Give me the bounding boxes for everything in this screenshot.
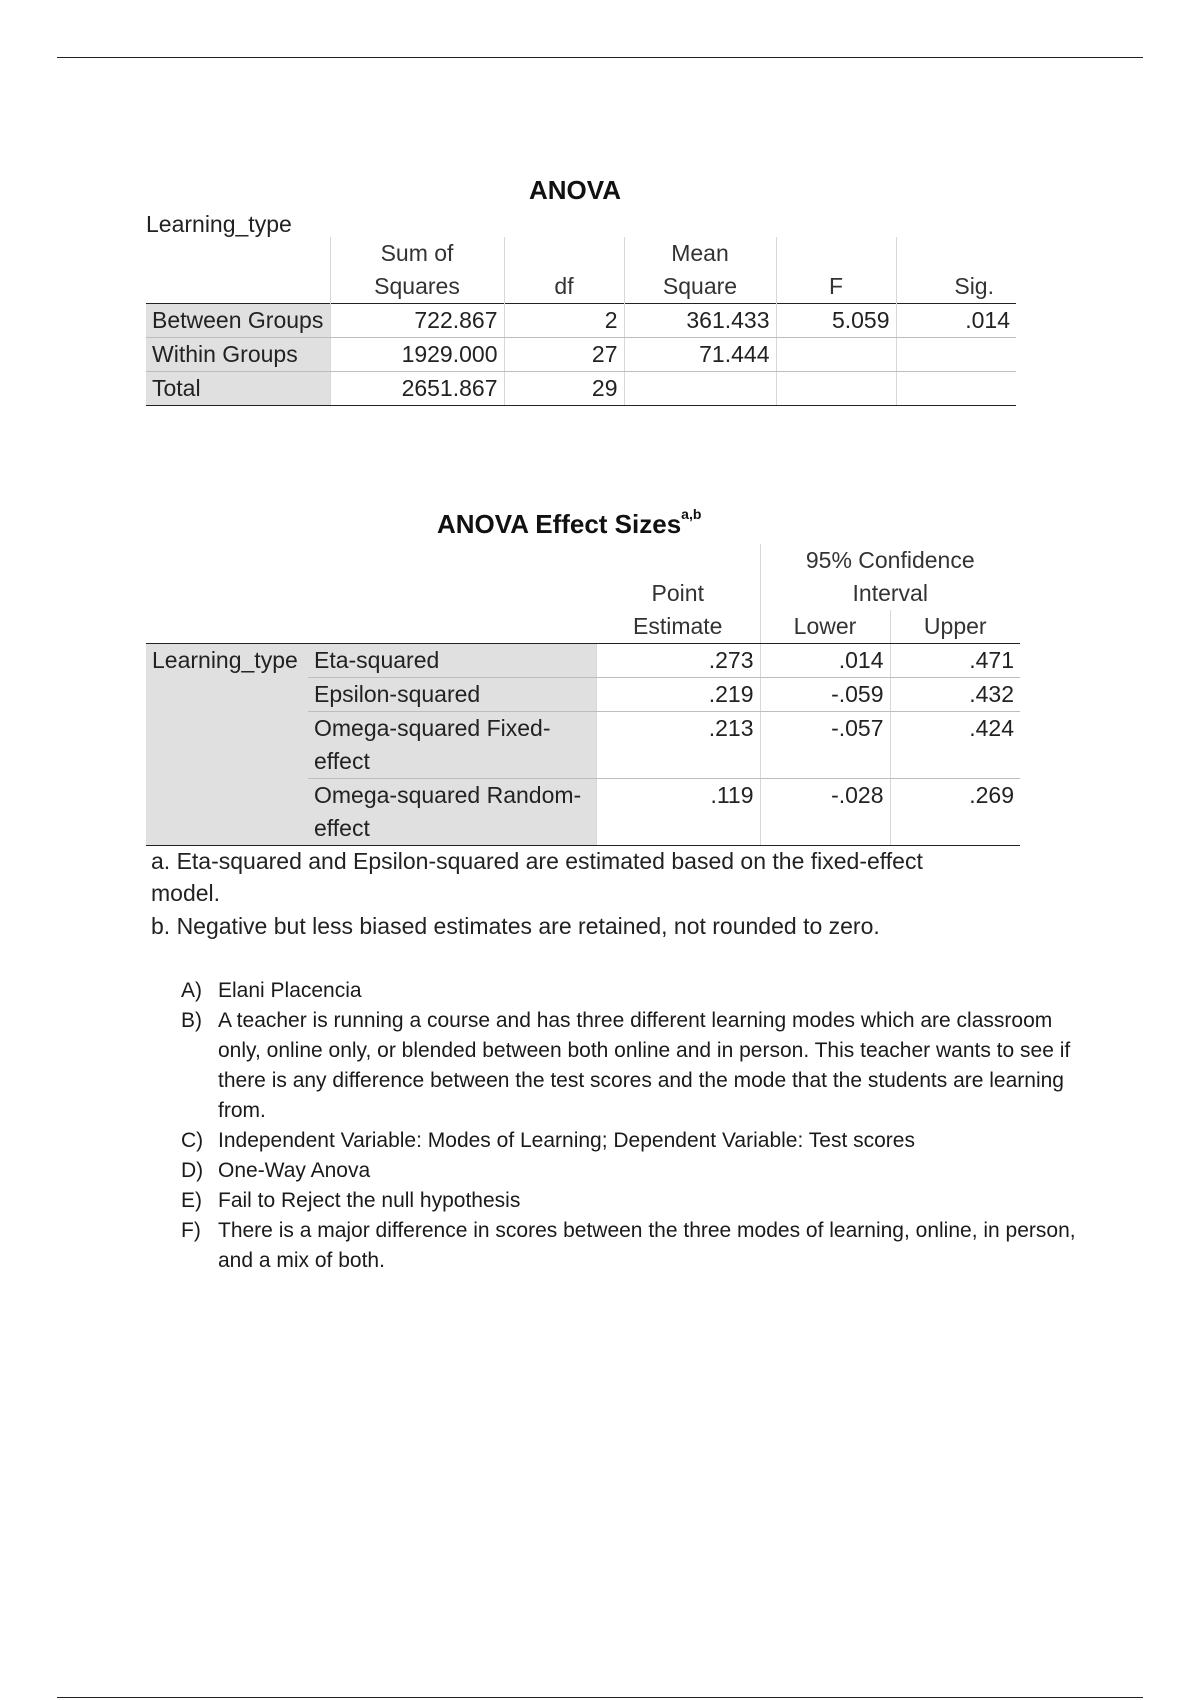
- sum-of-squares-value: 1929.000: [330, 338, 504, 372]
- list-marker: E): [181, 1189, 202, 1212]
- list-item: [181, 1156, 1091, 1186]
- anova-header-row: [146, 237, 1016, 304]
- upper-value: .432: [890, 678, 1020, 712]
- row-label: Within Groups: [146, 338, 330, 372]
- list-marker: F): [181, 1219, 201, 1242]
- measure-label: Omega-squared Random-effect: [308, 779, 596, 846]
- lower-value: -.028: [760, 779, 890, 846]
- col-upper: Upper: [890, 610, 1020, 644]
- answer-text: Fail to Reject the null hypothesis: [218, 1189, 521, 1212]
- anova-table: [146, 237, 1016, 406]
- upper-value: .471: [890, 644, 1020, 678]
- measure-label: Omega-squared Fixed-effect: [308, 712, 596, 779]
- list-marker: C): [181, 1129, 204, 1152]
- point-estimate-value: .219: [596, 678, 760, 712]
- point-estimate-value: .119: [596, 779, 760, 846]
- anova-dependent-variable: Learning_type: [146, 211, 292, 237]
- effect-sizes-title-superscript: a,b: [681, 506, 702, 523]
- f-value: 5.059: [776, 304, 896, 338]
- anova-title: ANOVA: [529, 175, 621, 205]
- effect-header-row-3: Estimate Lower Upper: [146, 610, 1020, 644]
- upper-value: .269: [890, 779, 1020, 846]
- measure-label: Epsilon-squared: [308, 678, 596, 712]
- mean-square-value: 361.433: [624, 304, 776, 338]
- lower-value: -.057: [760, 712, 890, 779]
- col-point-estimate: Point: [651, 580, 704, 606]
- list-item: [181, 1186, 1091, 1216]
- group-label: Learning_type: [146, 644, 308, 846]
- lower-value: .014: [760, 644, 890, 678]
- answer-text: A teacher is running a course and has three different learning modes which are classroom only, online only, or blended between both online and in person. This teacher wants to see if there is any difference between the test scores and the mode that the students are learning from.: [218, 1009, 1071, 1122]
- col-f: F: [776, 237, 896, 304]
- col-sig: Sig.: [896, 237, 1016, 304]
- table-row: [146, 644, 1020, 678]
- sum-of-squares-value: 2651.867: [330, 372, 504, 406]
- col-sum-of-squares: Sum of Squares: [330, 237, 504, 304]
- sig-value: [896, 372, 1016, 406]
- list-item: [181, 1216, 1091, 1276]
- col-df: df: [504, 237, 624, 304]
- list-marker: B): [181, 1009, 202, 1032]
- effect-sizes-table: [146, 544, 1020, 846]
- sig-value: .014: [896, 304, 1016, 338]
- page-top-rule: [57, 57, 1143, 58]
- f-value: [776, 338, 896, 372]
- table-row: [146, 338, 1016, 372]
- list-marker: A): [181, 979, 202, 1002]
- upper-value: .424: [890, 712, 1020, 779]
- df-value: 29: [504, 372, 624, 406]
- footnote-b: b. Negative but less biased estimates are retained, not rounded to zero.: [151, 913, 880, 939]
- row-label: Between Groups: [146, 304, 330, 338]
- f-value: [776, 372, 896, 406]
- footnote-a: a. Eta-squared and Epsilon-squared are estimated based on the fixed-effect model.: [151, 848, 923, 906]
- table-row: [146, 372, 1016, 406]
- df-value: 2: [504, 304, 624, 338]
- answer-text: One-Way Anova: [218, 1159, 371, 1182]
- list-marker: D): [181, 1159, 204, 1182]
- col-lower: Lower: [760, 610, 890, 644]
- answer-text: Elani Placencia: [218, 979, 362, 1002]
- answer-list: [181, 976, 1091, 1276]
- page-bottom-rule: [57, 1697, 1143, 1698]
- mean-square-value: [624, 372, 776, 406]
- measure-label: Eta-squared: [308, 644, 596, 678]
- effect-sizes-title: ANOVA Effect Sizes$^{a,b}$: [437, 506, 702, 539]
- table-row: [146, 304, 1016, 338]
- row-label: Total: [146, 372, 330, 406]
- df-value: 27: [504, 338, 624, 372]
- answer-text: There is a major difference in scores between the three modes of learning, online, in person, and a mix of both.: [218, 1219, 1076, 1272]
- col-mean-square: Mean Square: [624, 237, 776, 304]
- point-estimate-value: .273: [596, 644, 760, 678]
- lower-value: -.059: [760, 678, 890, 712]
- mean-square-value: 71.444: [624, 338, 776, 372]
- sum-of-squares-value: 722.867: [330, 304, 504, 338]
- sig-value: [896, 338, 1016, 372]
- list-item: [181, 976, 1091, 1006]
- col-confidence-interval: 95% Confidence Interval: [760, 544, 1020, 610]
- list-item: [181, 1126, 1091, 1156]
- point-estimate-value: .213: [596, 712, 760, 779]
- list-item: [181, 1006, 1091, 1126]
- answer-text: Independent Variable: Modes of Learning; Dependent Variable: Test scores: [218, 1129, 915, 1152]
